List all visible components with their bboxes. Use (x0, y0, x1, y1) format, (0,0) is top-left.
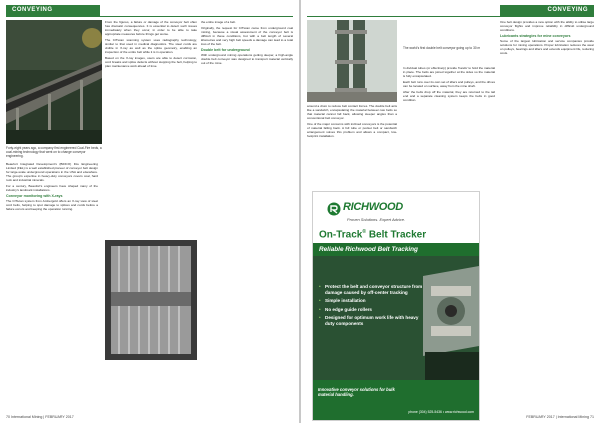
registered-mark: ® (362, 229, 367, 235)
paragraph: The CITscan scanning system uses radiography technology, similar to that used in medical diagnostics. The steel cords are visible in X-ray as well as the splice geometry, enabling an inspection of the entire belt while it is in operation. (105, 38, 197, 54)
paragraph: around a drum to reduce belt contact forces. The double belt acts like a sandwich, encapsulating the material between two belts so that material cannot fall back, allowing steeper angles than a conventional belt conveyor. (307, 104, 397, 120)
conveyor-photo (6, 20, 102, 144)
feature-item: • Simple installation (319, 298, 423, 304)
product-title (319, 229, 426, 240)
advert-footer (313, 380, 479, 420)
paragraph: One of the major concerns with inclined conveyors is the potential of material falling back. A full tube or pocket belt or sandwich arrangement solves this problem and allows a compact, low-footprint installation. (307, 122, 397, 138)
subheading: Conveyor monitoring with X-rays (6, 194, 63, 198)
brand-name: RICHWOOD (343, 201, 403, 213)
paragraph: For a century, Beaufort's engineers have shaped many of the industry's landmark installations. (6, 184, 98, 192)
advert-contact[interactable]: phone (304) 525-5436 • www.richwood.com (408, 410, 474, 414)
product-title-rest: Belt Tracker (366, 229, 427, 241)
feature-item: • No edge guide rollers (319, 307, 423, 313)
product-subtitle: Reliable Richwood Belt Tracking (313, 243, 479, 256)
double-belt-illustration (307, 20, 397, 102)
photo-caption-right: The world's first double belt conveyor going up to 30 m (403, 46, 481, 50)
paragraph: One belt design provides a new option with the ability to utilise large conveyor flights and improve reliability in difficult underground conditions. (500, 20, 594, 32)
left-column-3 (201, 20, 293, 408)
richwood-logo-icon (327, 202, 341, 216)
subheading: Double belt for underground (201, 48, 250, 52)
product-title-main: On-Track (319, 229, 363, 241)
paragraph: The CITscan system from Ambergold offers an X-ray view of steel cord belts, helping to spot damage to splices and cords before a failure occurs and keeping the operation running. (6, 199, 98, 211)
paragraph: Some of the largest lubrication and service companies provide solutions for mining operations. Proper lubrication reduces the wear on pulleys, bearings and idlers and extends equipment life, reducing costs. (500, 39, 594, 55)
paragraph: Based on the X-ray images, users are able to detect corrosion, cord breaks and splice defects without stopping the belt, helping to plan maintenance work ahead of time. (105, 56, 197, 68)
paragraph: Beaufort Integrated Development's (BIDCO) Fire Engineering Limited (FEL) is a well established pioneer of conveyor belt design for large-scale underground operations in the USA and elsewhere. The group's expertise in heavy-duty conveyors covers coal, hard rock and industrial minerals. (6, 162, 98, 182)
double-belt-photo (307, 20, 397, 102)
richwood-advert[interactable] (312, 191, 480, 421)
xray-photo (105, 240, 197, 360)
paragraph: With underground mining operations getting deeper, a high-angle double belt conveyor was designed to transport material vertically out of the mine. (201, 53, 293, 65)
right-column-2 (403, 66, 495, 188)
paragraph: Each belt runs over its own set of idlers and pulleys, and the drives can be located on surface, away from the mine shaft. (403, 80, 495, 88)
section-tab-right: CONVEYING (500, 5, 594, 16)
paragraph: In dividual tubes (or effectively) provide 'hands' to hold the material in place. The belts are joined together at the sides so the material is fully encapsulated. (403, 66, 495, 78)
paragraph: After the belts drop off the material, they are returned to the tail end and a separate cleaning system keeps the belts in good condition. (403, 90, 495, 102)
section-rule-right (307, 16, 594, 17)
section-tab-left: CONVEYING (6, 5, 100, 16)
left-page (0, 0, 299, 423)
paragraph: the entire image of a belt. (201, 20, 236, 24)
richwood-logo (327, 200, 407, 226)
right-column-1 (307, 104, 397, 188)
page-footer-right: FEBRUARY 2017 | International Mining 71 (526, 415, 594, 419)
subheading: Lubricants strategies for mine conveyors (500, 34, 571, 38)
xray-illustration (105, 240, 197, 360)
page-footer-left: 70 International Mining | FEBRUARY 2017 (6, 415, 74, 419)
feature-item: • Designed for optimum work life with heavy duty components (319, 315, 423, 326)
conveyor-illustration (6, 20, 102, 144)
section-rule-left (6, 16, 293, 17)
paragraph: Originally, the request for CITscan came from underground coal mining, because a visual assessment of the conveyor belt is difficult in these conditions, but with a belt length of several kilometres and very high belt speeds a damage can lead to a total loss of the belt. (201, 26, 293, 46)
photo-caption-left: Forty-eight years ago, a company first engineered Coal-Fire beds, a coal-mining technology that went on to change conveyor engineering. (6, 146, 102, 158)
feature-list (319, 284, 423, 330)
right-column-3 (500, 20, 594, 408)
brand-tagline: Proven Solutions. Expert Advice. (347, 217, 406, 222)
advert-slogan: Innovative conveyor solutions for bulk material handling. (318, 387, 395, 397)
left-column-1 (6, 162, 98, 408)
paragraph: From the figures, a failure or damage of the conveyor belt often has dramatic consequences. It is essential to detect such issues immediately when they occur, in order to be able to take appropriate measures before things get worse. (105, 20, 197, 36)
feature-item: • Protect the belt and conveyor structure from damage caused by off-center tracking (319, 284, 423, 295)
